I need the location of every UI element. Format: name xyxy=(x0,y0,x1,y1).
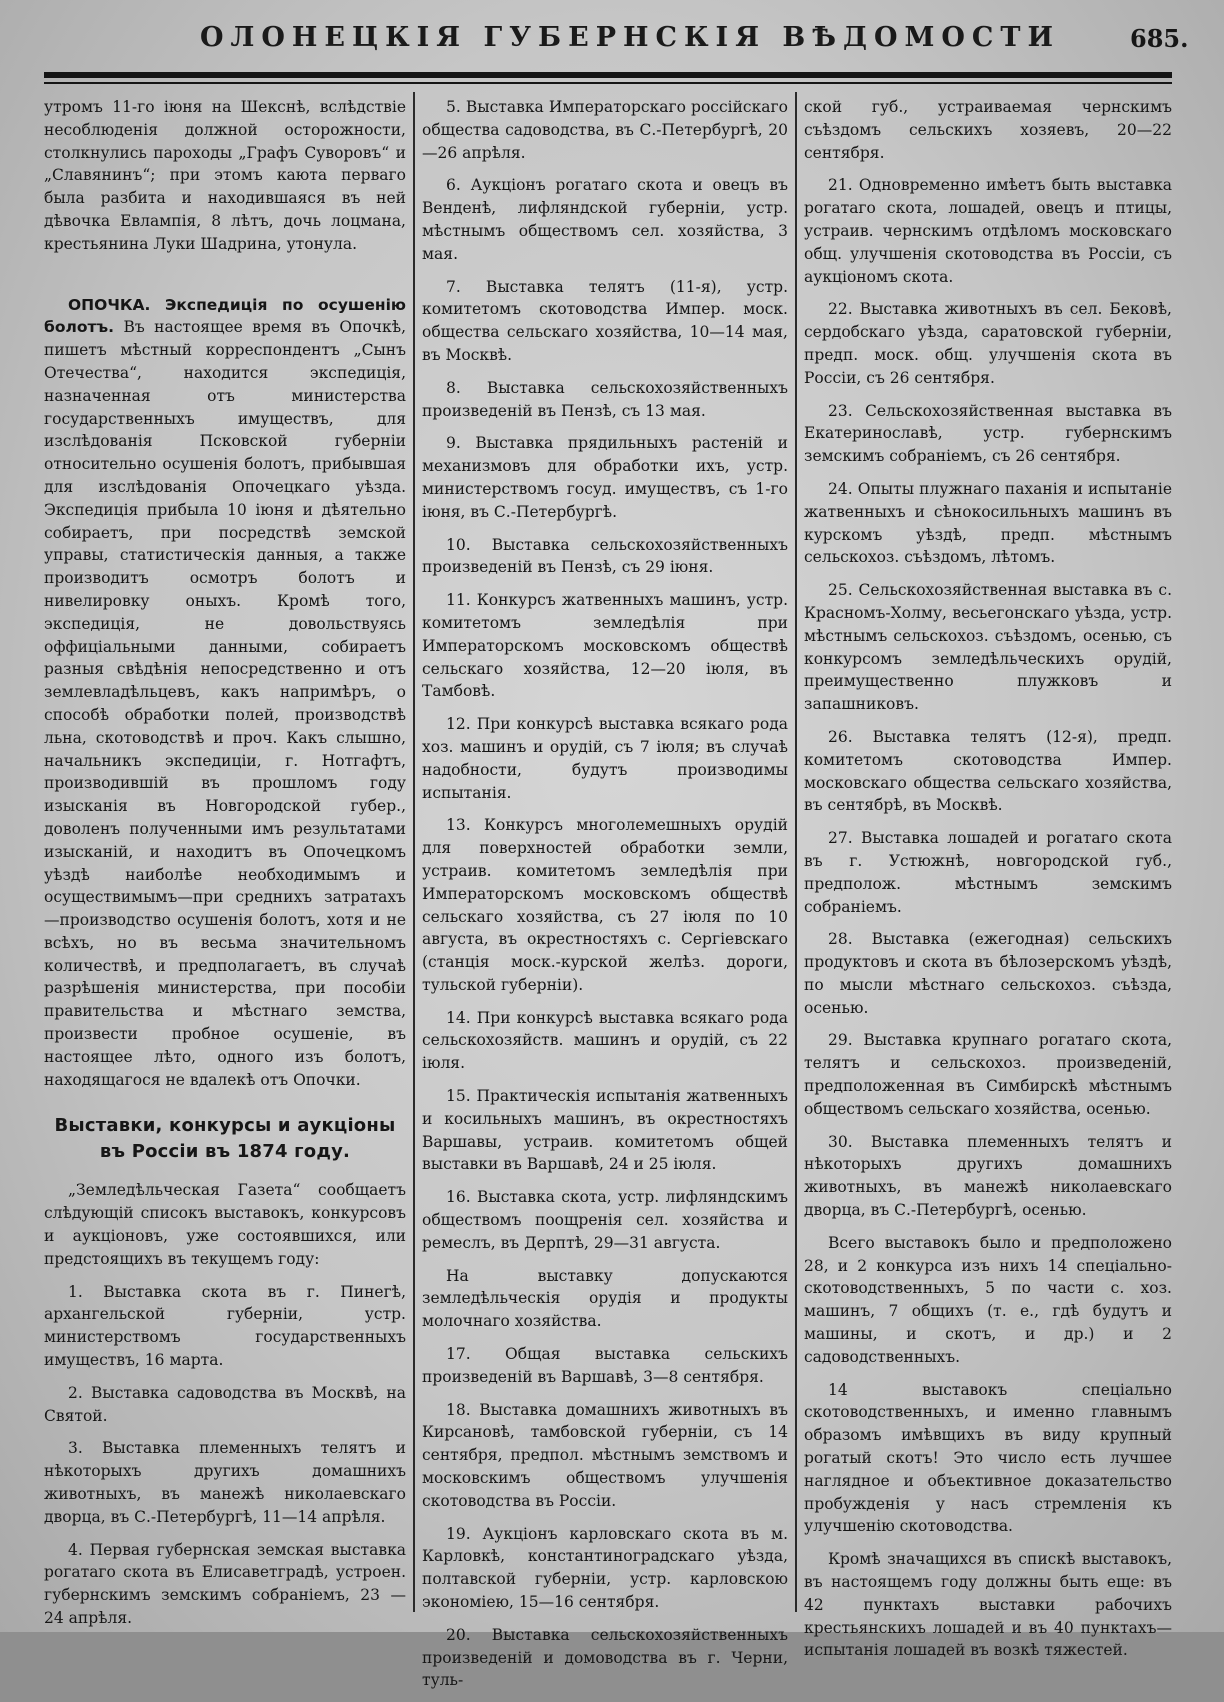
column-divider-2 xyxy=(795,92,797,1612)
list-item: 9. Выставка прядильныхъ растеній и механизмовъ для обработки ихъ, устр. министерствомъ госуд. имуществъ, съ 1-го іюня, въ С.-Петербургѣ. xyxy=(422,434,788,521)
list-item: 6. Аукціонъ рогатаго скота и овецъ въ Венденѣ, лифляндской губерніи, устр. мѣстнымъ обществомъ сел. хозяйства, 3 мая. xyxy=(422,176,788,263)
list-item: 18. Выставка домашнихъ животныхъ въ Кирсановѣ, тамбовской губерніи, съ 14 сентября, предпол. мѣстнымъ земствомъ и московскимъ обществомъ улучшенія скотоводства въ Россіи. xyxy=(422,1400,788,1510)
list-item: 5. Выставка Императорскаго россійскаго общества садоводства, въ С.-Петербургѣ, 20—26 апрѣля. xyxy=(422,98,788,162)
list-item: 29. Выставка крупнаго рогатаго скота, телятъ и сельскохоз. произведеній, предположенная въ Симбирскѣ мѣстнымъ обществомъ сельскаго хозяйства, осенью. xyxy=(804,1031,1172,1118)
page-number: 685. xyxy=(1130,24,1189,53)
list-item: 15. Практическія испытанія жатвенныхъ и косильныхъ машинъ, въ окрестностяхъ Варшавы, устраив. комитетомъ общей выставки въ Варшавѣ, 24 и 25 іюля. xyxy=(422,1087,788,1174)
list-item: 8. Выставка сельскохозяйственныхъ произведеній въ Пензѣ, съ 13 мая. xyxy=(422,378,788,420)
list-item: 30. Выставка племенныхъ телятъ и нѣкоторыхъ другихъ домашнихъ животныхъ, въ манежѣ николаевскаго дворца, въ С.-Петербургѣ, осенью. xyxy=(804,1132,1172,1220)
column-3 xyxy=(804,96,1172,1672)
list-item: 27. Выставка лошадей и рогатаго скота въ г. Устюжнѣ, новгородской губ., предполож. мѣстнымъ земскимъ собраніемъ. xyxy=(804,829,1172,916)
section-intro: „Земледѣльческая Газета“ сообщаетъ слѣдующій списокъ выставокъ, конкурсовъ и аукціоновъ, уже состоявшихся, или предстоящихъ въ текущемъ году: xyxy=(44,1181,406,1268)
list-item: 26. Выставка телятъ (12-я), предп. комитетомъ скотоводства Импер. московскаго общества сельскаго хозяйства, въ сентябрѣ, въ Москвѣ. xyxy=(804,727,1172,815)
section-heading-exhibitions: Выставки, конкурсы и аукціоны въ Россіи въ 1874 году. xyxy=(54,1115,396,1163)
list-item: 19. Аукціонъ карловскаго скота въ м. Карловкѣ, константиноградскаго уѣзда, полтавской губерніи, устр. карловскою экономіею, 15—16 сентября. xyxy=(422,1524,788,1612)
summary-paragraph: Всего выставокъ было и предположено 28, и 2 конкурса изъ нихъ 14 спеціально-скотоводственныхъ, 5 по части с. хоз. машинъ, 7 общихъ (т. е., гдѣ будутъ и машины, и скотъ, и др.) и 2 садоводственныхъ. xyxy=(804,1233,1172,1366)
column-divider-1 xyxy=(413,92,415,1612)
article-opochka xyxy=(44,294,406,1092)
list-item: 21. Одновременно имѣетъ быть выставка рогатаго скота, лошадей, овецъ и птицы, устраив. чернскимъ отдѣломъ московскаго общ. улучшенія скотоводства въ Россіи, съ аукціономъ скота. xyxy=(804,176,1172,286)
list-item: 4. Первая губернская земская выставка рогатаго скота въ Елисаветградѣ, устроен. губернскимъ земскимъ собраніемъ, 23 — 24 апрѣля. xyxy=(44,1540,406,1628)
summary-paragraph: Кромѣ значащихся въ спискѣ выставокъ, въ настоящемъ году должны быть еще: въ 42 пунктахъ выставки рабочихъ крестьянскихъ лошадей и въ 40 пунктахъ—испытанія лошадей въ возкѣ тяжестей. xyxy=(804,1550,1172,1660)
list-note: На выставку допускаются земледѣльческія орудія и продукты молочнаго хозяйства. xyxy=(422,1266,788,1331)
list-item: 22. Выставка животныхъ въ сел. Бековѣ, сердобскаго уѣзда, саратовской губерніи, предп. моск. общ. улучшенія скота въ Россіи, съ 26 сентября. xyxy=(804,300,1172,387)
list-item: 25. Сельскохозяйственная выставка въ с. Красномъ-Холму, весьегонскаго уѣзда, устр. мѣстнымъ сельскохоз. съѣздомъ, осенью, съ конкурсомъ земледѣльческихъ орудій, преимущественно плужковъ и запашниковъ. xyxy=(804,581,1172,714)
list-item: 14. При конкурсѣ выставка всякаго рода сельскохозяйств. машинъ и орудій, съ 22 іюля. xyxy=(422,1008,788,1073)
list-item: 20. Выставка сельскохозяйственныхъ произведеній и домоводства въ г. Черни, туль- xyxy=(422,1625,788,1690)
column-2 xyxy=(422,96,788,1702)
list-item: 10. Выставка сельскохозяйственныхъ произведеній въ Пензѣ, съ 29 іюня. xyxy=(422,535,788,577)
article-shipwreck-continuation: утромъ 11-го іюня на Шекснѣ, вслѣдствіе несоблюденія должной осторожности, столкнулись пароходы „Графъ Суворовъ“ и „Славянинъ“; при этомъ каюта перваго была разбита и находившаяся въ ней дѣвочка Евлампія, 8 лѣтъ, дочь лоцмана, крестьянина Луки Шадрина, утонула. xyxy=(44,98,406,253)
list-item: 17. Общая выставка сельскихъ произведеній въ Варшавѣ, 3—8 сентября. xyxy=(422,1345,788,1386)
summary-paragraph: 14 выставокъ спеціально скотоводственныхъ, и именно главнымъ образомъ имѣвщихъ въ виду крупный рогатый скотъ! Это число есть лучшее наглядное и объективное доказательство пробужденія у насъ стремленія къ улучшенію скотоводства. xyxy=(804,1380,1172,1536)
masthead-rule-thin xyxy=(44,82,1172,84)
list-item-continuation: ской губ., устраиваемая чернскимъ съѣздомъ сельскихъ хозяевъ, 20—22 сентября. xyxy=(804,98,1172,162)
list-item: 28. Выставка (ежегодная) сельскихъ продуктовъ и скота въ бѣлозерскомъ уѣздѣ, по мысли мѣстнаго сельскохоз. съѣзда, осенью. xyxy=(804,930,1172,1017)
article-opochka-title: ОПОЧКА. Экспедиція по осушенію болотъ. xyxy=(44,295,406,337)
column-1 xyxy=(44,96,406,1640)
list-item: 23. Сельскохозяйственная выставка въ Екатеринославѣ, устр. губернскимъ земскимъ собраніемъ, съ 26 сентября. xyxy=(804,401,1172,466)
list-item: 3. Выставка племенныхъ телятъ и нѣкоторыхъ другихъ домашнихъ животныхъ, въ манежѣ николаевскаго дворца, въ С.-Петербургѣ, 11—14 апрѣля. xyxy=(44,1439,406,1526)
article-opochka-text: Въ настоящее время въ Опочкѣ, пишетъ мѣстный корреспондентъ „Сынъ Отечества“, находится экспедиція, назначенная отъ министерства государственныхъ имуществъ, для изслѣдованія Псковской губерніи относительно осушенія болотъ, прибывшая для изслѣдованія Опочецкаго уѣзда. Экспедиція прибыла 10 іюня и дѣятельно собираетъ, при посредствѣ земской управы, статистическія данныя, а также производитъ осмотръ болотъ и нивелировку оныхъ. Кромѣ того, экспедиція, не довольствуясь оффиціальными данными, собираетъ разныя свѣдѣнія непосредственно и отъ землевладѣльцевъ, какъ напримѣръ, о способѣ обработки полей, производствѣ льна, скотоводствѣ и проч. Какъ слышно, начальникъ экспедиціи, г. Нотгафтъ, производившій въ прошломъ году изысканія въ Новгородской губер., доволенъ полученными имъ результатами изысканій, и находитъ въ Опочецкомъ уѣздѣ наиболѣе необходимымъ и осуществимымъ—при среднихъ затратахъ—производство осушенія болотъ, хотя и не всѣхъ, но въ весьма значительномъ количествѣ, и предполагаетъ, въ случаѣ разрѣшенія министерства, при пособіи правительства и мѣстнаго земства, произвести пробное осушеніе, въ настоящее лѣто, одного изъ болотъ, находящагося не вдалекѣ отъ Опочки. xyxy=(44,318,406,1089)
masthead-title: ОЛОНЕЦКІЯ ГУБЕРНСКІЯ ВѢДОМОСТИ xyxy=(200,22,1061,53)
masthead-rule-thick xyxy=(44,72,1172,78)
list-item: 13. Конкурсъ многолемешныхъ орудій для поверхностей обработки земли, устраив. комитетомъ земледѣлія при Императорскомъ московскомъ обществѣ сельскаго хозяйства, съ 27 іюля по 10 августа, въ окрестностяхъ с. Сергіевскаго (станція моск.-курской желѣз. дороги, тульской губерніи). xyxy=(422,816,788,994)
list-item: 16. Выставка скота, устр. лифляндскимъ обществомъ поощренія сел. хозяйства и ремеслъ, въ Дерптѣ, 29—31 августа. xyxy=(422,1188,788,1252)
list-item: 12. При конкурсѣ выставка всякаго рода хоз. машинъ и орудій, съ 7 іюля; въ случаѣ надобности, будутъ производимы испытанія. xyxy=(422,715,788,802)
list-item: 24. Опыты плужнаго паханія и испытаніе жатвенныхъ и сѣнокосильныхъ машинъ въ курскомъ уѣздѣ, предп. мѣстнымъ сельскохоз. съѣздомъ, лѣтомъ. xyxy=(804,479,1172,567)
list-item: 11. Конкурсъ жатвенныхъ машинъ, устр. комитетомъ земледѣлія при Императорскомъ московскомъ обществѣ сельскаго хозяйства, 12—20 іюля, въ Тамбовѣ. xyxy=(422,591,788,701)
list-item: 7. Выставка телятъ (11-я), устр. комитетомъ скотоводства Импер. моск. общества сельскаго хозяйства, 10—14 мая, въ Москвѣ. xyxy=(422,277,788,364)
list-item: 2. Выставка садоводства въ Москвѣ, на Святой. xyxy=(44,1383,406,1425)
list-item: 1. Выставка скота въ г. Пинегѣ, архангельской губерніи, устр. министерствомъ государственныхъ имуществъ, 16 марта. xyxy=(44,1282,406,1370)
